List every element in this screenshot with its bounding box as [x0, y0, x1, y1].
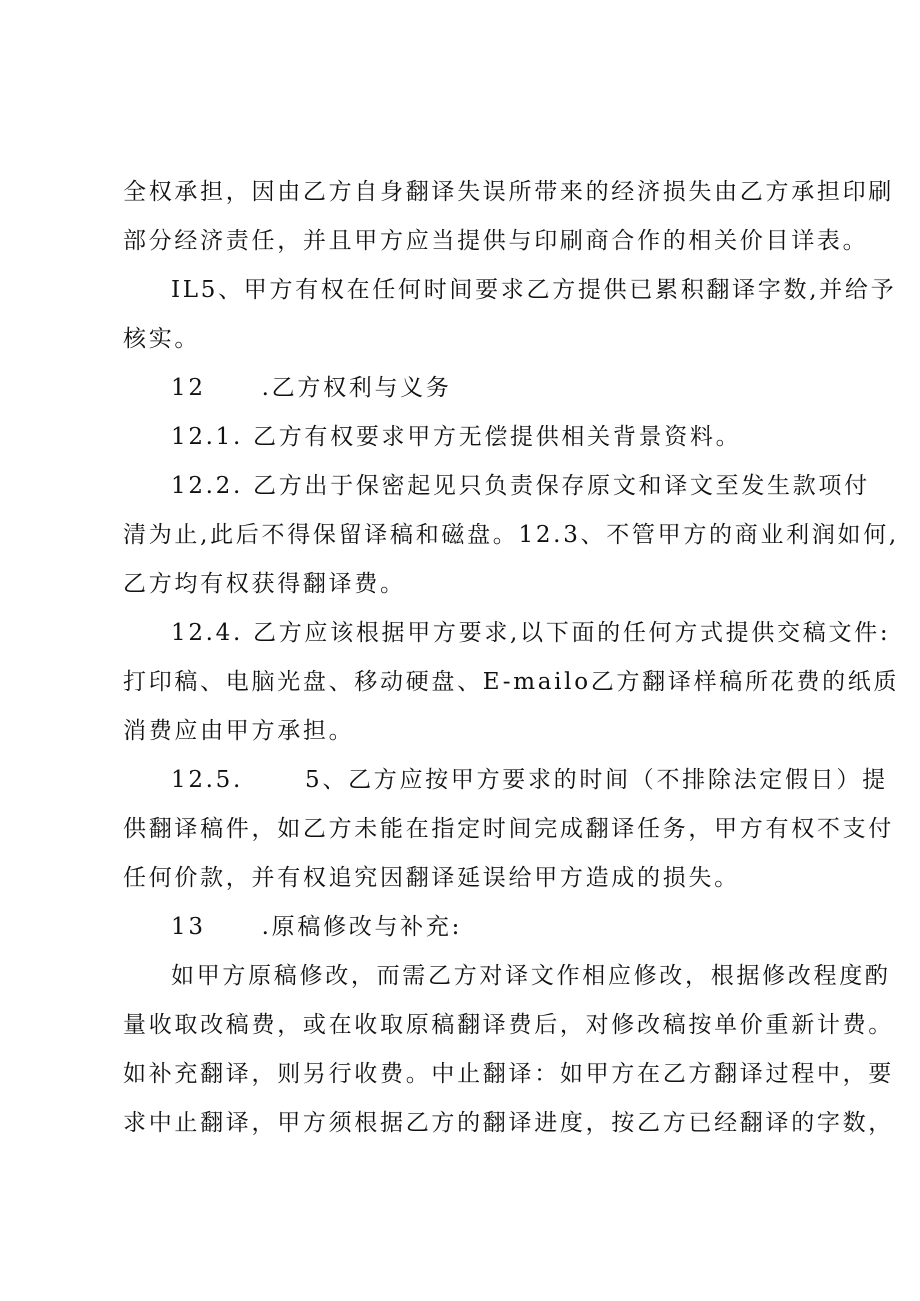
section-heading-13: [171, 912, 462, 942]
text-line: 求中止翻译，甲方须根据乙方的翻译进度，按乙方已经翻译的字数，: [123, 1110, 894, 1136]
text-line: 核实。: [123, 326, 201, 352]
section-number: 12: [171, 375, 206, 401]
text-line: 全权承担，因由乙方自身翻译失误所带来的经济损失由乙方承担印刷: [123, 179, 894, 205]
text-line: 如甲方原稿修改，而需乙方对译文作相应修改，根据修改程度酌: [171, 963, 891, 989]
text-line: 12.2. 乙方出于保密起见只负责保存原文和译文至发生款项付: [171, 473, 870, 499]
clause-text: 5、乙方应按甲方要求的时间（不排除法定假日）提: [305, 767, 888, 793]
text-line: 如补充翻译，则另行收费。中止翻译：如甲方在乙方翻译过程中，要: [123, 1061, 894, 1087]
section-number: 13: [171, 914, 206, 940]
text-line: 打印稿、电脑光盘、移动硬盘、E-mailo乙方翻译样稿所花费的纸质: [123, 669, 900, 695]
section-heading-12: [171, 373, 452, 403]
clause-number: 12.5.: [171, 767, 244, 793]
section-title: .原稿修改与补充:: [261, 914, 463, 940]
text-line: 清为止,此后不得保留译稿和磁盘。12.3、不管甲方的商业利润如何,: [123, 522, 899, 548]
text-line: IL5、甲方有权在任何时间要求乙方提供已累积翻译字数,并给予: [171, 277, 897, 303]
text-line: 部分经济责任，并且甲方应当提供与印刷商合作的相关价目详表。: [123, 228, 869, 254]
text-line: 12.1. 乙方有权要求甲方无偿提供相关背景资料。: [171, 424, 742, 450]
text-line: 12.4. 乙方应该根据甲方要求,以下面的任何方式提供交稿文件:: [171, 620, 891, 646]
section-title: .乙方权利与义务: [261, 375, 452, 401]
clause-12-5: [171, 765, 888, 795]
text-line: 任何价款，并有权追究因翻译延误给甲方造成的损失。: [123, 865, 740, 891]
text-line: 量收取改稿费，或在收取原稿翻译费后，对修改稿按单价重新计费。: [123, 1012, 894, 1038]
text-line: 消费应由甲方承担。: [123, 718, 355, 744]
text-line: 乙方均有权获得翻译费。: [123, 571, 406, 597]
text-line: 供翻译稿件，如乙方未能在指定时间完成翻译任务，甲方有权不支付: [123, 816, 894, 842]
